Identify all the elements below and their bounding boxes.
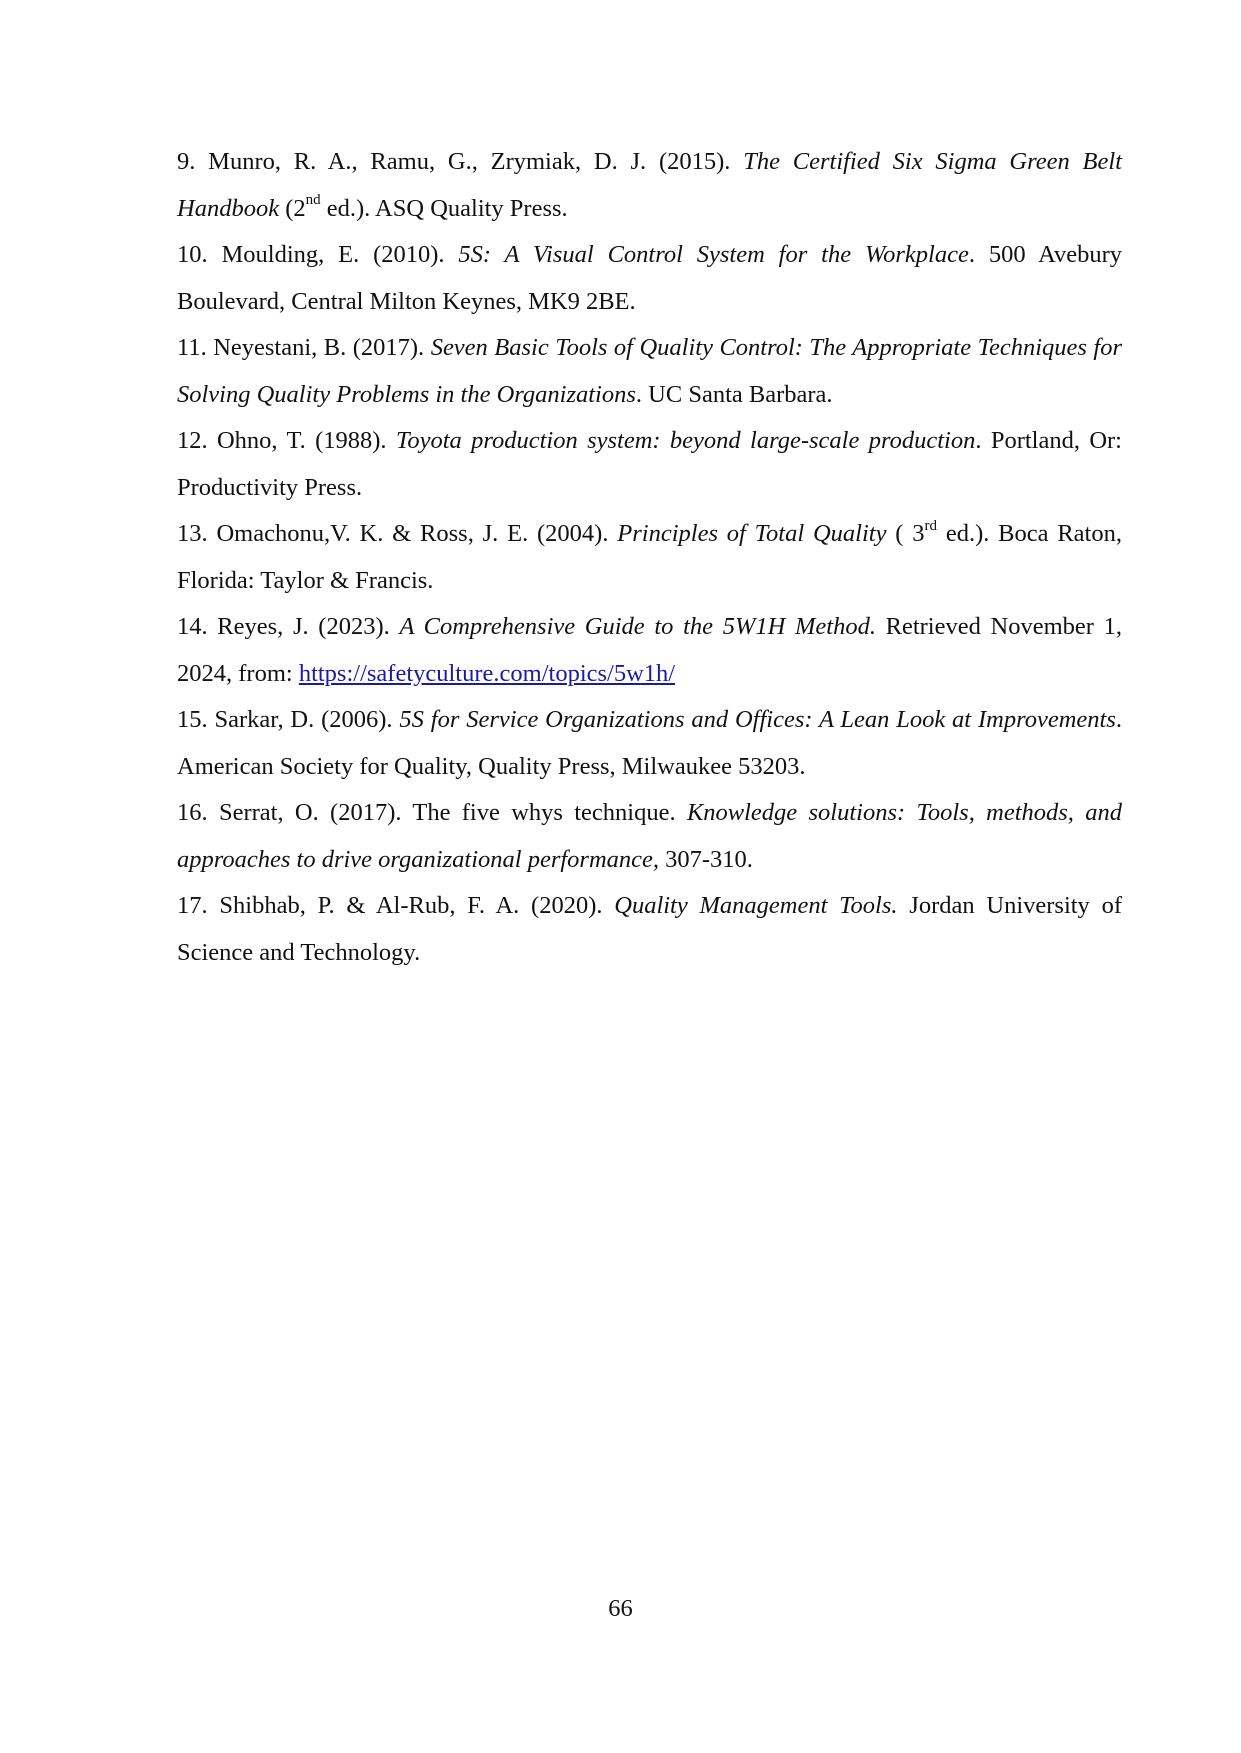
reference-title: A Comprehensive Guide to the 5W1H Method. xyxy=(399,613,876,640)
reference-retrieved: Retrieved November 1, 2024, from: xyxy=(177,613,1122,687)
reference-publisher: . UC Santa Barbara. xyxy=(635,380,833,408)
reference-item-17 xyxy=(177,883,1122,976)
reference-publisher: . 500 Avebury Boulevard, Central Milton Keynes, MK9 2BE. xyxy=(177,241,1123,315)
reference-publisher: ed.). ASQ Quality Press. xyxy=(320,194,568,222)
reference-edition: ( 3 xyxy=(886,520,925,547)
reference-edition-superscript: nd xyxy=(305,192,321,209)
reference-item-12 xyxy=(177,418,1122,511)
reference-authors: Sarkar, D. (2006). xyxy=(207,706,400,733)
reference-title: Quality Management Tools. xyxy=(614,892,898,919)
reference-number: 11. xyxy=(177,334,207,361)
page-number: 66 xyxy=(608,1595,633,1622)
reference-list xyxy=(177,139,1122,976)
reference-number: 13. xyxy=(177,520,208,547)
reference-item-13 xyxy=(177,511,1122,604)
reference-authors: Neyestani, B. (2017). xyxy=(206,334,431,361)
reference-item-11 xyxy=(177,325,1122,418)
reference-item-10 xyxy=(177,232,1122,325)
reference-authors: Reyes, J. (2023). xyxy=(207,613,400,640)
reference-authors: Moulding, E. (2010). xyxy=(207,241,459,268)
reference-title: Seven Basic Tools of Quality Control: The Appropriate Techniques for Solving Quality Problems in the Organizations xyxy=(177,334,1122,408)
reference-authors: Serrat, O. (2017). The five whys technique. xyxy=(207,799,687,826)
reference-number: 12. xyxy=(177,427,208,454)
reference-pages: 307-310. xyxy=(659,845,753,873)
reference-authors: Ohno, T. (1988). xyxy=(207,427,396,454)
reference-number: 16. xyxy=(177,799,208,826)
reference-edition-superscript: rd xyxy=(924,517,938,534)
reference-item-14 xyxy=(177,604,1122,697)
reference-authors: Shibhab, P. & Al-Rub, F. A. (2020). xyxy=(207,892,615,919)
reference-publisher: ed.). Boca Raton, Florida: Taylor & Francis. xyxy=(177,520,1122,594)
reference-title: 5S: A Visual Control System for the Workplace xyxy=(458,241,969,268)
reference-title: 5S for Service Organizations and Offices: A Lean Look at Improvements xyxy=(399,706,1116,733)
reference-number: 14. xyxy=(177,613,208,640)
reference-title: Principles of Total Quality xyxy=(617,520,887,547)
reference-publisher: . Portland, Or: Productivity Press. xyxy=(177,427,1122,501)
reference-title: The Certified Six Sigma Green Belt Handbook xyxy=(177,148,1123,222)
reference-item-16 xyxy=(177,790,1122,883)
reference-item-15 xyxy=(177,697,1122,790)
reference-number: 17. xyxy=(177,892,208,919)
reference-publisher: Jordan University of Science and Technology. xyxy=(177,892,1122,966)
reference-number: 15. xyxy=(177,706,208,733)
reference-number: 9. xyxy=(177,148,196,175)
reference-item-9 xyxy=(177,139,1122,232)
reference-publisher: . American Society for Quality, Quality Press, Milwaukee 53203. xyxy=(177,706,1122,780)
reference-edition: (2 xyxy=(279,194,306,222)
reference-authors: Omachonu,V. K. & Ross, J. E. (2004). xyxy=(207,520,618,547)
reference-link[interactable]: https://safetyculture.com/topics/5w1h/ xyxy=(298,659,676,687)
reference-title: Toyota production system: beyond large-scale production xyxy=(395,427,976,454)
reference-title: Knowledge solutions: Tools, methods, and approaches to drive organizational performance, xyxy=(177,799,1122,873)
reference-number: 10. xyxy=(177,241,208,268)
reference-authors: Munro, R. A., Ramu, G., Zrymiak, D. J. (2015). xyxy=(195,148,744,175)
